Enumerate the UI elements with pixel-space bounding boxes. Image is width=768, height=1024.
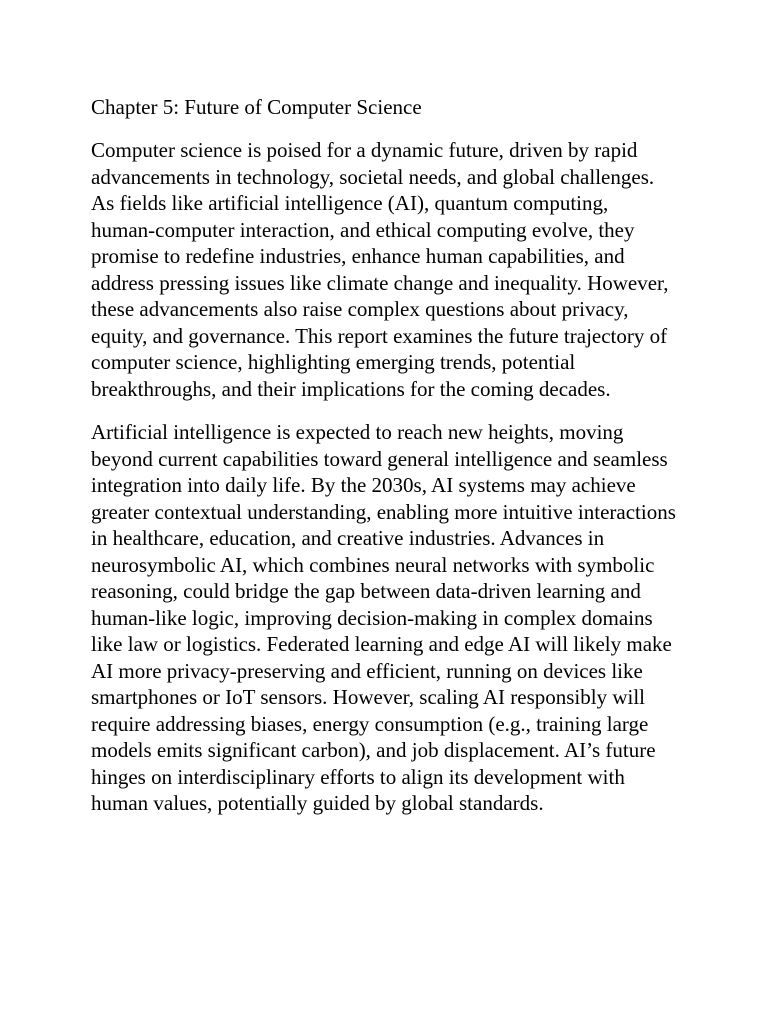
intro-paragraph: Computer science is poised for a dynamic future, driven by rapid advancements in technology, societal needs, and global challenges. As fields like artificial intelligence (AI), quantum computing, human-computer interaction, and ethical computing evolve, they promise to redefine industries, enhance human capabilities, and address pressing issues like climate change and inequality. However, these advancements also raise complex questions about privacy, equity, and governance. This report examines the future trajectory of computer science, highlighting emerging trends, potential breakthroughs, and their implications for the coming decades. <box>91 138 669 401</box>
chapter-title: Chapter 5: Future of Computer Science <box>91 95 422 119</box>
ai-paragraph: Artificial intelligence is expected to reach new heights, moving beyond current capabilities toward general intelligence and seamless integration into daily life. By the 2030s, AI systems may achieve greater contextual understanding, enabling more intuitive interactions in healthcare, education, and creative industries. Advances in neurosymbolic AI, which combines neural networks with symbolic reasoning, could bridge the gap between data-driven learning and human-like logic, improving decision-making in complex domains like law or logistics. Federated learning and edge AI will likely make AI more privacy-preserving and efficient, running on devices like smartphones or IoT sensors. However, scaling AI responsibly will require addressing biases, energy consumption (e.g., training large models emits significant carbon), and job displacement. AI’s future hinges on interdisciplinary efforts to align its development with human values, potentially guided by global standards. <box>91 420 676 815</box>
